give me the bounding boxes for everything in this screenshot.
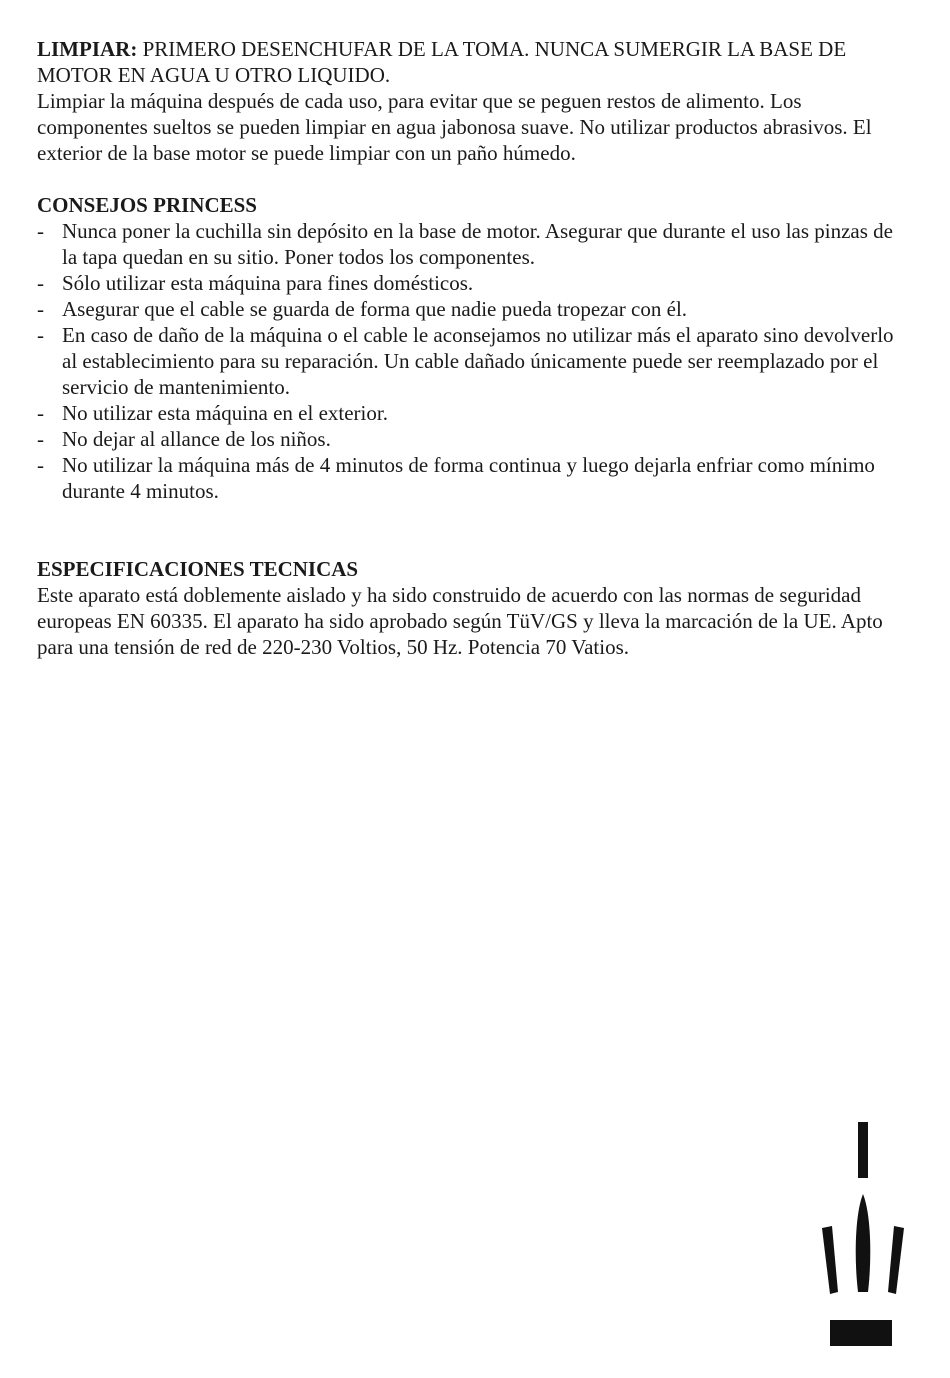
list-item: - No dejar al allance de los niños. (37, 426, 897, 452)
document-page (37, 36, 897, 660)
crown-emblem-icon (808, 1118, 908, 1358)
specs-body: Este aparato está doblemente aislado y ha sido construido de acuerdo con las normas de seguridad europeas EN 60335. El aparato ha sido aprobado según TüV/GS y lleva la marcación de la UE. Apto para una tensión de red de 220-230 Voltios, 50 Hz. Potencia 70 Vatios. (37, 583, 883, 659)
cleaning-warning-text: PRIMERO DESENCHUFAR DE LA TOMA. NUNCA SUMERGIR LA BASE DE MOTOR EN AGUA U OTRO LIQUIDO. (37, 37, 847, 87)
tips-section (37, 192, 897, 504)
tips-heading: CONSEJOS PRINCESS (37, 193, 257, 217)
cleaning-title: LIMPIAR: (37, 37, 138, 61)
specs-heading: ESPECIFICACIONES TECNICAS (37, 557, 359, 581)
list-item: - No utilizar la máquina más de 4 minutos de forma continua y luego dejarla enfriar como mínimo durante 4 minutos. (37, 452, 897, 504)
specs-section (37, 556, 897, 660)
cleaning-warning (37, 36, 897, 88)
tips-list (37, 218, 897, 504)
cleaning-body: Limpiar la máquina después de cada uso, para evitar que se peguen restos de alimento. Los componentes sueltos se pueden limpiar en agua jabonosa suave. No utilizar productos abrasivos. El exterior de la base motor se puede limpiar con un paño húmedo. (37, 89, 872, 165)
list-item: - Sólo utilizar esta máquina para fines domésticos. (37, 270, 897, 296)
emblem-base-bar (830, 1320, 892, 1346)
list-item: - Asegurar que el cable se guarda de forma que nadie pueda tropezar con él. (37, 296, 897, 322)
list-item: - En caso de daño de la máquina o el cable le aconsejamos no utilizar más el aparato sino devolverlo al establecimiento para su reparación. Un cable dañado únicamente puede ser reemplazado por el servicio de mantenimiento. (37, 322, 897, 400)
emblem-right-prong (888, 1226, 904, 1294)
list-item: - Nunca poner la cuchilla sin depósito en la base de motor. Asegurar que durante el uso las pinzas de la tapa quedan en su sitio. Poner todos los componentes. (37, 218, 897, 270)
cleaning-section (37, 36, 897, 166)
emblem-left-prong (822, 1226, 838, 1294)
emblem-center-prong (856, 1194, 871, 1292)
emblem-top-bar (858, 1122, 868, 1178)
list-item: - No utilizar esta máquina en el exterior. (37, 400, 897, 426)
